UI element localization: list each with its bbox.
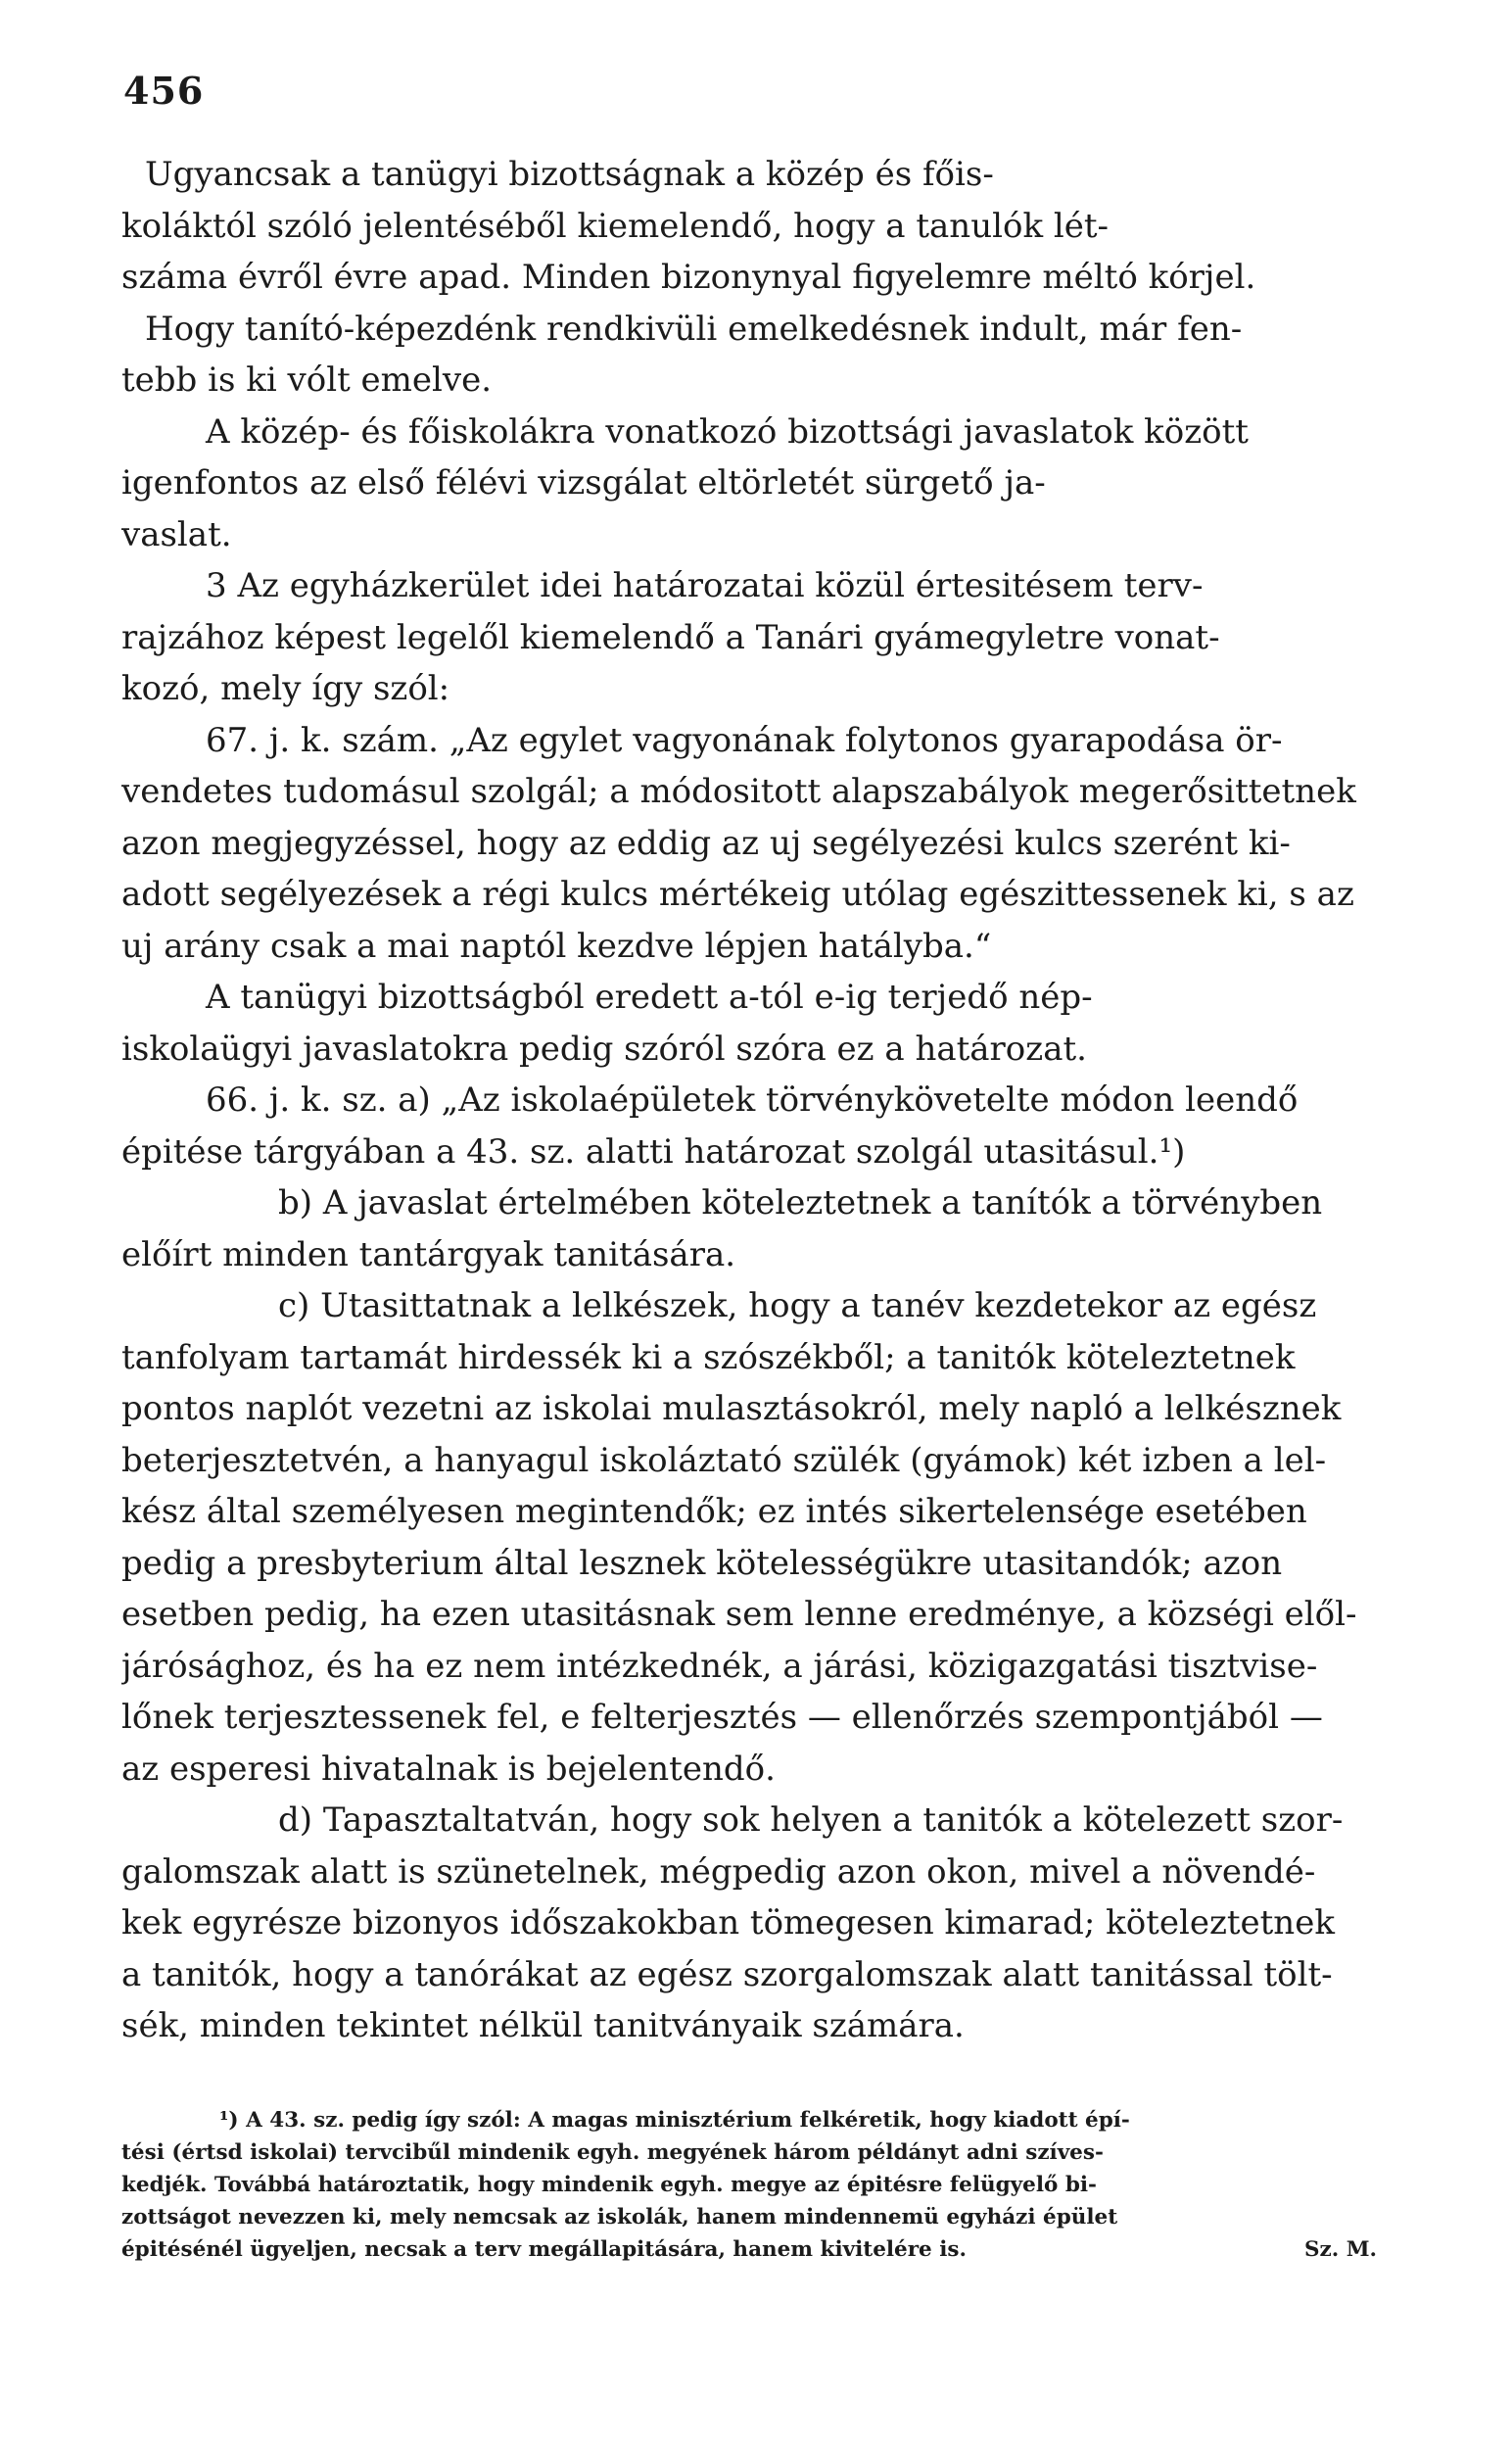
text-line: vendetes tudomásul szolgál; a módositott alapszabályok megerősittetnek bbox=[121, 772, 1356, 811]
text-line: tanfolyam tartamát hirdessék ki a szószékből; a tanitók köteleztetnek bbox=[121, 1337, 1296, 1377]
text-line: 67. j. k. szám. „Az egylet vagyonának folytonos gyarapodása ör- bbox=[206, 720, 1283, 760]
text-line: azon megjegyzéssel, hogy az eddig az uj segélyezési kulcs szerént ki- bbox=[121, 823, 1291, 863]
text-line: Hogy tanító-képezdénk rendkivüli emelkedésnek indult, már fen- bbox=[145, 309, 1243, 349]
text-line: A tanügyi bizottságból eredett a-tól e-ig terjedő nép- bbox=[206, 978, 1093, 1017]
text-line: Ugyancsak a tanügyi bizottságnak a közép és főis- bbox=[145, 155, 994, 194]
text-line: járósághoz, és ha ez nem intézkednék, a járási, közigazgatási tisztvise- bbox=[121, 1646, 1318, 1686]
text-line: uj arány csak a mai naptól kezdve lépjen hatályba.“ bbox=[121, 926, 992, 966]
text-line: esetben pedig, ha ezen utasitásnak sem lenne eredménye, a községi elől- bbox=[121, 1595, 1357, 1634]
text-line: koláktól szóló jelentéséből kiemelendő, hogy a tanulók lét- bbox=[121, 206, 1109, 246]
text-line: kész által személyesen megintendők; ez intés sikertelensége esetében bbox=[121, 1492, 1307, 1531]
text-line: iskolaügyi javaslatokra pedig szóról szóra ez a határozat. bbox=[121, 1029, 1087, 1069]
text-line: előírt minden tantárgyak tanitására. bbox=[121, 1234, 736, 1274]
text-line: A közép- és főiskolákra vonatkozó bizottsági javaslatok között bbox=[206, 411, 1249, 452]
footnote-line: tési (értsd iskolai) tervcibűl mindenik egyh. megyének három példányt adni szíves- bbox=[121, 2140, 1104, 2165]
text-line: adott segélyezések a régi kulcs mértékeig utólag egészittessenek ki, s az bbox=[121, 875, 1354, 914]
footnote-line: kedjék. Továbbá határoztatik, hogy mindenik egyh. megye az épitésre felügyelő bi- bbox=[121, 2173, 1097, 2197]
text-line: igenfontos az első félévi vizsgálat eltörletét sürgető ja- bbox=[121, 463, 1046, 503]
footnote-signature: Sz. M. bbox=[1304, 2237, 1377, 2262]
text-line: rajzához képest legelől kiemelendő a Tanári gyámegyletre vonat- bbox=[121, 617, 1220, 657]
text-line: tebb is ki vólt emelve. bbox=[121, 360, 493, 400]
text-line: c) Utasittatnak a lelkészek, hogy a tanév kezdetekor az egész bbox=[278, 1286, 1317, 1325]
text-line: 66. j. k. sz. a) „Az iskolaépületek törvénykövetelte módon leendő bbox=[206, 1080, 1299, 1120]
footnote-last-line bbox=[121, 2233, 1391, 2266]
text-line: lőnek terjesztessenek fel, e felterjesztés — ellenőrzés szempontjából — bbox=[121, 1698, 1323, 1737]
text-line: kek egyrésze bizonyos időszakokban tömegesen kimarad; köteleztetnek bbox=[121, 1903, 1335, 1942]
text-line: az esperesi hivatalnak is bejelentendő. bbox=[121, 1749, 776, 1789]
text-line: épitése tárgyában a 43. sz. alatti határozat szolgál utasitásul.¹) bbox=[121, 1131, 1186, 1172]
text-line: sék, minden tekintet nélkül tanitványaik számára. bbox=[121, 2006, 965, 2045]
footnote bbox=[121, 2104, 1391, 2266]
text-line: száma évről évre apad. Minden bizonynyal figyelemre méltó kórjel. bbox=[121, 258, 1256, 297]
footnote-line: épitésénél ügyeljen, necsak a terv megállapitására, hanem kivitelére is. bbox=[121, 2237, 967, 2262]
text-line: beterjesztetvén, a hanyagul iskoláztató szülék (gyámok) két izben a lel- bbox=[121, 1440, 1327, 1480]
text-line: galomszak alatt is szünetelnek, mégpedig azon okon, mivel a növendé- bbox=[121, 1851, 1316, 1892]
text-line: vaslat. bbox=[121, 514, 232, 554]
footnote-line: ¹) A 43. sz. pedig így szól: A magas minisztérium felkéretik, hogy kiadott épí- bbox=[219, 2108, 1130, 2133]
text-line: 3 Az egyházkerület idei határozatai közül értesitésem terv- bbox=[206, 566, 1204, 605]
text-line: pontos naplót vezetni az iskolai mulasztásokról, mely napló a lelkésznek bbox=[121, 1389, 1342, 1428]
text-line: kozó, mely így szól: bbox=[121, 669, 450, 708]
text-line: pedig a presbyterium által lesznek kötelességükre utasitandók; azon bbox=[121, 1543, 1283, 1583]
text-line: d) Tapasztaltatván, hogy sok helyen a tanitók a kötelezett szor- bbox=[278, 1800, 1344, 1840]
text-line: b) A javaslat értelmében köteleztetnek a tanítók a törvényben bbox=[278, 1183, 1323, 1223]
main-text bbox=[121, 149, 1391, 2052]
text-line: a tanitók, hogy a tanórákat az egész szorgalomszak alatt tanitással tölt- bbox=[121, 1954, 1333, 1994]
page-number: 456 bbox=[123, 69, 205, 113]
footnote-line: zottságot nevezzen ki, mely nemcsak az iskolák, hanem mindennemü egyházi épület bbox=[121, 2205, 1118, 2230]
